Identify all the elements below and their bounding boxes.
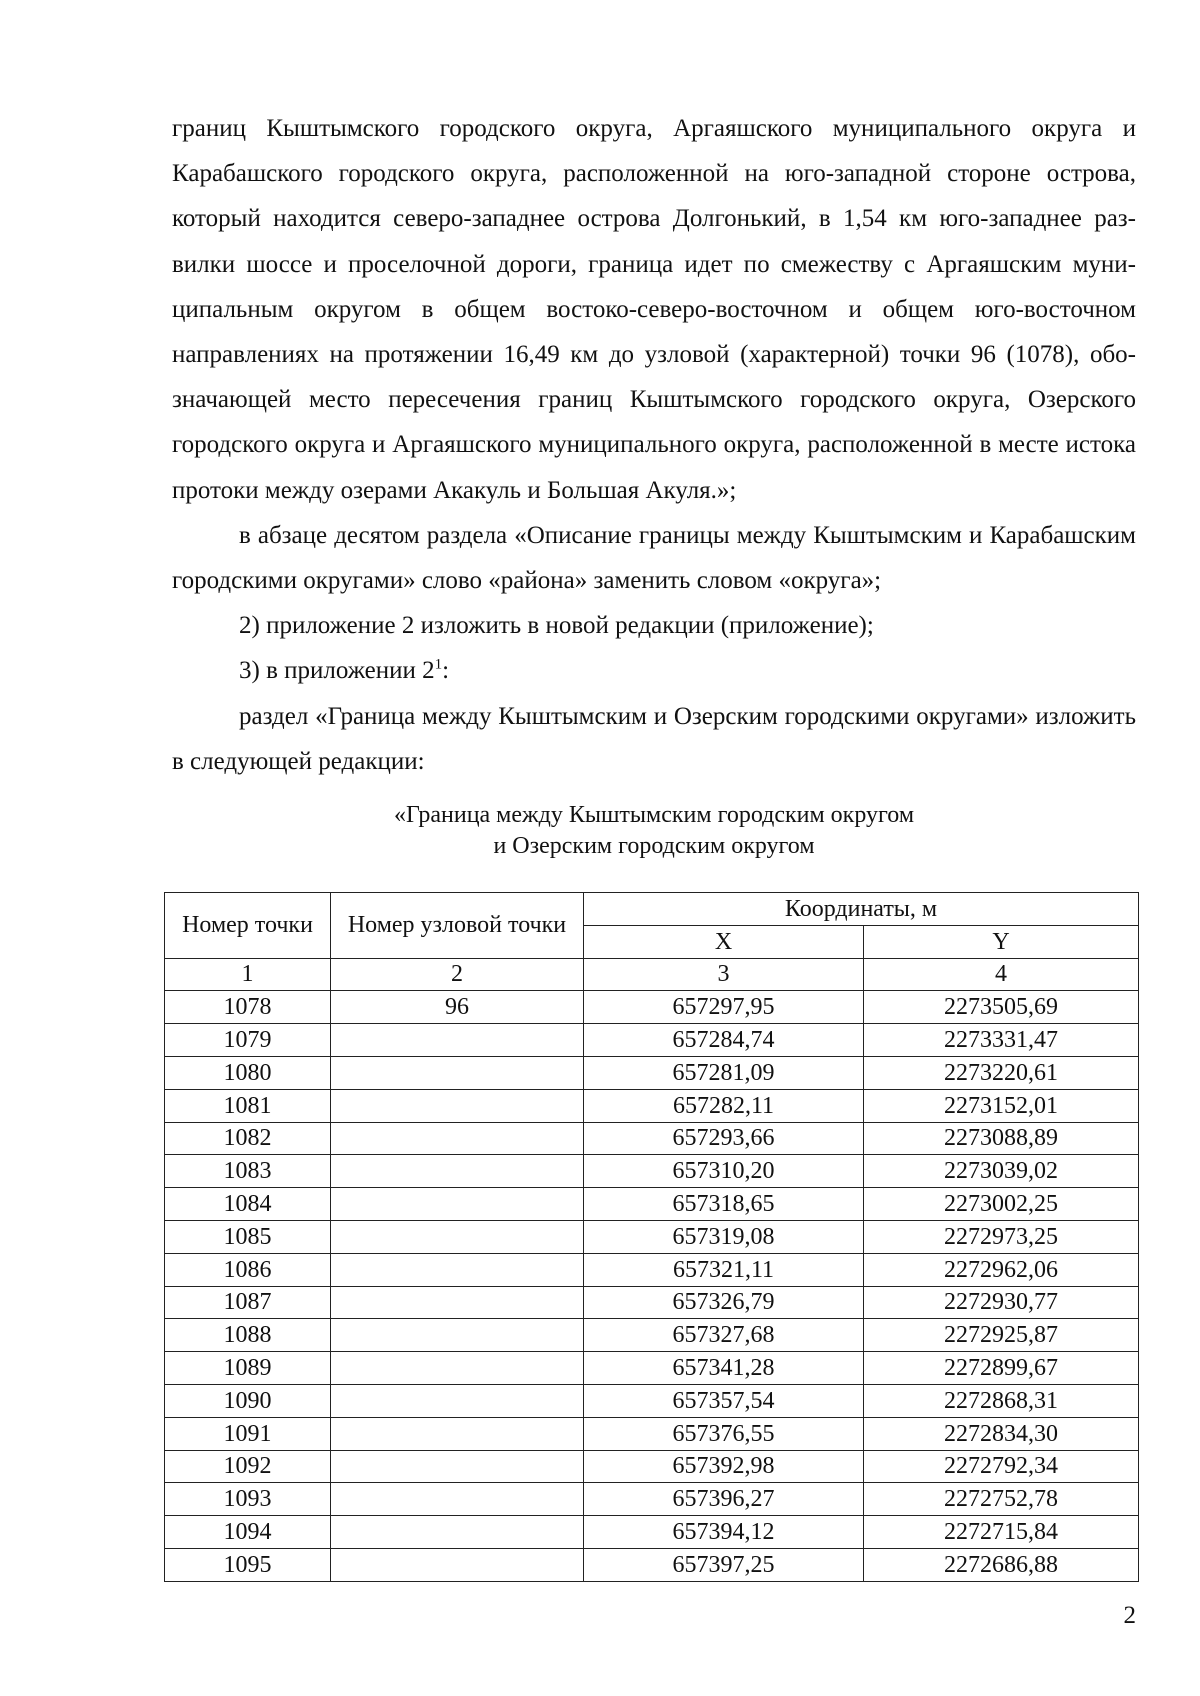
paragraph-5: раздел «Граница между Кыштымским и Озерским городскими округами» изложить в следующей редакции: — [172, 702, 1136, 775]
paragraph-4-text: 3) в приложении 2 — [239, 657, 435, 685]
cell-point: 1093 — [165, 1483, 331, 1516]
cell-point: 1092 — [165, 1450, 331, 1483]
cell-y: 2272752,78 — [864, 1483, 1139, 1516]
cell-point: 1090 — [165, 1384, 331, 1417]
table-title — [172, 800, 1136, 862]
table-title-line-2: и Озерским городским округом — [493, 833, 815, 859]
cell-x: 657297,95 — [584, 991, 864, 1024]
cell-x: 657396,27 — [584, 1483, 864, 1516]
table-row — [165, 1319, 1139, 1352]
header-x: X — [584, 925, 864, 958]
cell-point: 1091 — [165, 1417, 331, 1450]
cell-node — [331, 1286, 584, 1319]
cell-y: 2272715,84 — [864, 1516, 1139, 1549]
cell-node — [331, 1056, 584, 1089]
cell-y: 2272930,77 — [864, 1286, 1139, 1319]
cell-point: 1094 — [165, 1516, 331, 1549]
table-row — [165, 1286, 1139, 1319]
cell-node — [331, 1384, 584, 1417]
table-body — [165, 991, 1139, 1581]
cell-node — [331, 1319, 584, 1352]
header-y: Y — [864, 925, 1139, 958]
cell-point: 1078 — [165, 991, 331, 1024]
cell-node — [331, 1352, 584, 1385]
table-row — [165, 1548, 1139, 1581]
cell-point: 1084 — [165, 1188, 331, 1221]
cell-x: 657318,65 — [584, 1188, 864, 1221]
table-row — [165, 1155, 1139, 1188]
cell-point: 1089 — [165, 1352, 331, 1385]
paragraph-4-colon: : — [442, 657, 450, 685]
cell-x: 657357,54 — [584, 1384, 864, 1417]
cell-node — [331, 1548, 584, 1581]
cell-point: 1082 — [165, 1122, 331, 1155]
cell-point: 1086 — [165, 1253, 331, 1286]
cell-node — [331, 1516, 584, 1549]
header-node-number: Номер узловой точки — [331, 893, 584, 959]
cell-x: 657327,68 — [584, 1319, 864, 1352]
page-number: 2 — [1123, 1602, 1136, 1629]
cell-node — [331, 1220, 584, 1253]
cell-x: 657281,09 — [584, 1056, 864, 1089]
column-number: 1 — [165, 958, 331, 991]
cell-x: 657341,28 — [584, 1352, 864, 1385]
cell-y: 2273220,61 — [864, 1056, 1139, 1089]
table-row — [165, 1384, 1139, 1417]
cell-y: 2273505,69 — [864, 991, 1139, 1024]
cell-x: 657282,11 — [584, 1089, 864, 1122]
header-point-number: Номер точки — [165, 893, 331, 959]
cell-point: 1085 — [165, 1220, 331, 1253]
table-title-line-1: «Граница между Кыштымским городским округом — [393, 802, 915, 828]
table-row — [165, 1089, 1139, 1122]
cell-x: 657376,55 — [584, 1417, 864, 1450]
table-row — [165, 1056, 1139, 1089]
column-number: 3 — [584, 958, 864, 991]
table-row — [165, 1253, 1139, 1286]
paragraph-4 — [172, 648, 1136, 693]
cell-x: 657326,79 — [584, 1286, 864, 1319]
cell-x: 657293,66 — [584, 1122, 864, 1155]
column-number: 4 — [864, 958, 1139, 991]
cell-point: 1088 — [165, 1319, 331, 1352]
table-row — [165, 1188, 1139, 1221]
cell-node — [331, 1253, 584, 1286]
table-row — [165, 1450, 1139, 1483]
cell-node — [331, 1417, 584, 1450]
cell-y: 2272834,30 — [864, 1417, 1139, 1450]
cell-y: 2272686,88 — [864, 1548, 1139, 1581]
cell-point: 1080 — [165, 1056, 331, 1089]
cell-x: 657397,25 — [584, 1548, 864, 1581]
cell-point: 1081 — [165, 1089, 331, 1122]
cell-y: 2273331,47 — [864, 1024, 1139, 1057]
table-row — [165, 1516, 1139, 1549]
cell-point: 1087 — [165, 1286, 331, 1319]
cell-y: 2272973,25 — [864, 1220, 1139, 1253]
header-coordinates: Координаты, м — [584, 893, 1139, 926]
body-text — [172, 106, 1136, 784]
cell-node — [331, 1122, 584, 1155]
column-number: 2 — [331, 958, 584, 991]
cell-y: 2273002,25 — [864, 1188, 1139, 1221]
cell-y: 2272899,67 — [864, 1352, 1139, 1385]
cell-y: 2272925,87 — [864, 1319, 1139, 1352]
table-row — [165, 1483, 1139, 1516]
cell-point: 1083 — [165, 1155, 331, 1188]
cell-y: 2272962,06 — [864, 1253, 1139, 1286]
table-row — [165, 991, 1139, 1024]
cell-node: 96 — [331, 991, 584, 1024]
cell-y: 2273088,89 — [864, 1122, 1139, 1155]
cell-y: 2272868,31 — [864, 1384, 1139, 1417]
cell-node — [331, 1089, 584, 1122]
cell-x: 657284,74 — [584, 1024, 864, 1057]
cell-x: 657392,98 — [584, 1450, 864, 1483]
cell-node — [331, 1024, 584, 1057]
cell-point: 1095 — [165, 1548, 331, 1581]
cell-x: 657394,12 — [584, 1516, 864, 1549]
cell-node — [331, 1155, 584, 1188]
paragraph-2: в абзаце десятом раздела «Описание границы между Кыштымским и Карабашским городскими округами» слово «района» заменить словом «округа»; — [172, 521, 1136, 595]
cell-node — [331, 1483, 584, 1516]
cell-y: 2273039,02 — [864, 1155, 1139, 1188]
cell-point: 1079 — [165, 1024, 331, 1057]
table-row — [165, 1417, 1139, 1450]
table-row — [165, 1024, 1139, 1057]
superscript: 1 — [434, 657, 443, 674]
cell-x: 657319,08 — [584, 1220, 864, 1253]
paragraph-1: границ Кыштымского городского округа, Аргаяшского муниципального округа и Карабашского городского округа, расположенной на юго-западной стороне острова, который находится северо-западнее острова Долгонький, в 1,54 км юго-западнее развилки шоссе и проселочной дороги, граница идет по смежеству с Аргаяшским муниципальным округом в общем востоко-северо-восточном и общем юго-восточном направлениях на протяжении 16,49 км до узловой (характерной) точки 96 (1078), обозначающей место пересечения границ Кыштымского городского округа, Озерского городского округа и Аргаяшского муниципального округа, расположенной в месте истока протоки между озерами Акакуль и Большая Акуля.»; — [172, 115, 1136, 504]
table-row — [165, 1352, 1139, 1385]
cell-y: 2273152,01 — [864, 1089, 1139, 1122]
cell-node — [331, 1450, 584, 1483]
table-row — [165, 1220, 1139, 1253]
cell-y: 2272792,34 — [864, 1450, 1139, 1483]
paragraph-3: 2) приложение 2 изложить в новой редакции (приложение); — [239, 612, 874, 640]
cell-node — [331, 1188, 584, 1221]
cell-x: 657321,11 — [584, 1253, 864, 1286]
cell-x: 657310,20 — [584, 1155, 864, 1188]
table-row — [165, 1122, 1139, 1155]
coordinates-table — [164, 892, 1139, 1582]
